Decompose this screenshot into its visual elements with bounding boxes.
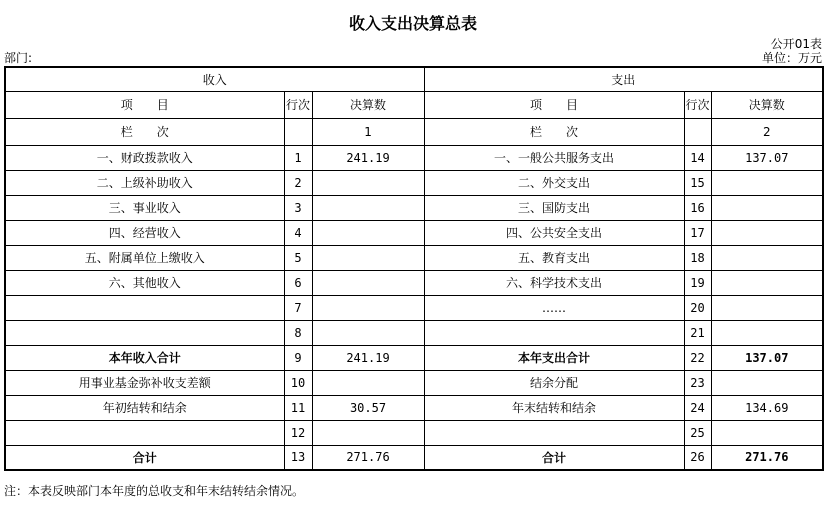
expenditure-line-cell: 20: [684, 295, 711, 320]
income-item-cell: [5, 295, 284, 320]
table-row: [5, 420, 823, 445]
income-value-cell: 241.19: [312, 145, 424, 170]
expenditure-item-cell: 二、外交支出: [424, 170, 684, 195]
income-line-blank: [284, 118, 312, 145]
expenditure-value-cell: [711, 370, 823, 395]
income-item-cell: 三、事业收入: [5, 195, 284, 220]
income-line-cell: 5: [284, 245, 312, 270]
income-line-header: 行次: [284, 91, 312, 118]
expenditure-line-cell: 17: [684, 220, 711, 245]
table-row: [5, 270, 823, 295]
expenditure-line-cell: 19: [684, 270, 711, 295]
income-item-cell: 五、附属单位上缴收入: [5, 245, 284, 270]
column-number-row: [5, 118, 823, 145]
expenditure-value-cell: [711, 270, 823, 295]
income-value-cell: [312, 270, 424, 295]
income-line-cell: 12: [284, 420, 312, 445]
income-line-cell: 1: [284, 145, 312, 170]
income-line-cell: 8: [284, 320, 312, 345]
expenditure-column-label: 栏 次: [424, 118, 684, 145]
income-value-cell: [312, 320, 424, 345]
income-item-header: 项 目: [5, 91, 284, 118]
expenditure-value-cell: [711, 220, 823, 245]
expenditure-line-header: 行次: [684, 91, 711, 118]
income-subtotal-value: 241.19: [312, 345, 424, 370]
subtotal-row: [5, 345, 823, 370]
section-header-row: [5, 67, 823, 91]
income-line-cell: 6: [284, 270, 312, 295]
meta-row: [4, 51, 822, 65]
expenditure-total-label: 合计: [424, 445, 684, 470]
table-row: [5, 320, 823, 345]
expenditure-value-cell: [711, 420, 823, 445]
expenditure-value-cell: [711, 245, 823, 270]
table-row: [5, 195, 823, 220]
income-value-cell: [312, 295, 424, 320]
income-item-cell: 用事业基金弥补收支差额: [5, 370, 284, 395]
expenditure-value-cell: 134.69: [711, 395, 823, 420]
footnote: 注：本表反映部门本年度的总收支和年末结转结余情况。: [4, 484, 305, 498]
account-summary-table: [4, 66, 824, 471]
expenditure-total-value: 271.76: [711, 445, 823, 470]
income-value-cell: [312, 245, 424, 270]
expenditure-item-cell: ……: [424, 295, 684, 320]
income-item-cell: 二、上级补助收入: [5, 170, 284, 195]
page-title: 收入支出决算总表: [348, 14, 477, 33]
expenditure-line-cell: 15: [684, 170, 711, 195]
table-row: [5, 245, 823, 270]
expenditure-section-header: 支出: [424, 67, 823, 91]
expenditure-line-cell: 14: [684, 145, 711, 170]
income-item-cell: 年初结转和结余: [5, 395, 284, 420]
income-line-cell: 13: [284, 445, 312, 470]
expenditure-item-cell: 一、一般公共服务支出: [424, 145, 684, 170]
expenditure-item-cell: 四、公共安全支出: [424, 220, 684, 245]
expenditure-line-cell: 22: [684, 345, 711, 370]
table-row: [5, 295, 823, 320]
expenditure-item-cell: 结余分配: [424, 370, 684, 395]
expenditure-line-cell: 18: [684, 245, 711, 270]
income-value-cell: [312, 420, 424, 445]
table-row: [5, 145, 823, 170]
income-item-cell: [5, 420, 284, 445]
income-value-cell: [312, 170, 424, 195]
expenditure-line-cell: 26: [684, 445, 711, 470]
income-total-value: 271.76: [312, 445, 424, 470]
table-row: [5, 220, 823, 245]
table-number: 公开01表: [770, 37, 822, 51]
expenditure-item-cell: [424, 420, 684, 445]
income-amount-header: 决算数: [312, 91, 424, 118]
income-line-cell: 10: [284, 370, 312, 395]
expenditure-line-cell: 24: [684, 395, 711, 420]
income-item-cell: 一、财政拨款收入: [5, 145, 284, 170]
income-value-cell: [312, 195, 424, 220]
unit-label: 单位：万元: [761, 51, 822, 65]
expenditure-item-cell: 五、教育支出: [424, 245, 684, 270]
income-line-cell: 4: [284, 220, 312, 245]
income-item-cell: 六、其他收入: [5, 270, 284, 295]
income-value-cell: [312, 370, 424, 395]
expenditure-line-blank: [684, 118, 711, 145]
income-section-header: 收入: [5, 67, 424, 91]
income-item-cell: [5, 320, 284, 345]
income-value-cell: 30.57: [312, 395, 424, 420]
expenditure-item-header: 项 目: [424, 91, 684, 118]
expenditure-value-cell: [711, 195, 823, 220]
expenditure-item-cell: 年末结转和结余: [424, 395, 684, 420]
income-line-cell: 3: [284, 195, 312, 220]
income-line-cell: 11: [284, 395, 312, 420]
total-row: [5, 445, 823, 470]
income-value-cell: [312, 220, 424, 245]
income-line-cell: 9: [284, 345, 312, 370]
table-row: [5, 170, 823, 195]
income-column-label: 栏 次: [5, 118, 284, 145]
expenditure-subtotal-label: 本年支出合计: [424, 345, 684, 370]
expenditure-item-cell: [424, 320, 684, 345]
expenditure-subtotal-value: 137.07: [711, 345, 823, 370]
income-line-cell: 2: [284, 170, 312, 195]
expenditure-item-cell: 三、国防支出: [424, 195, 684, 220]
table-row: [5, 370, 823, 395]
department-label: 部门:: [4, 51, 33, 65]
income-total-label: 合计: [5, 445, 284, 470]
income-item-cell: 四、经营收入: [5, 220, 284, 245]
table-row: [5, 395, 823, 420]
expenditure-column-number: 2: [711, 118, 823, 145]
income-column-number: 1: [312, 118, 424, 145]
column-header-row: [5, 91, 823, 118]
expenditure-value-cell: 137.07: [711, 145, 823, 170]
expenditure-line-cell: 21: [684, 320, 711, 345]
expenditure-value-cell: [711, 170, 823, 195]
expenditure-item-cell: 六、科学技术支出: [424, 270, 684, 295]
expenditure-line-cell: 23: [684, 370, 711, 395]
income-line-cell: 7: [284, 295, 312, 320]
income-subtotal-label: 本年收入合计: [5, 345, 284, 370]
expenditure-value-cell: [711, 295, 823, 320]
expenditure-amount-header: 决算数: [711, 91, 823, 118]
expenditure-value-cell: [711, 320, 823, 345]
expenditure-line-cell: 16: [684, 195, 711, 220]
expenditure-line-cell: 25: [684, 420, 711, 445]
